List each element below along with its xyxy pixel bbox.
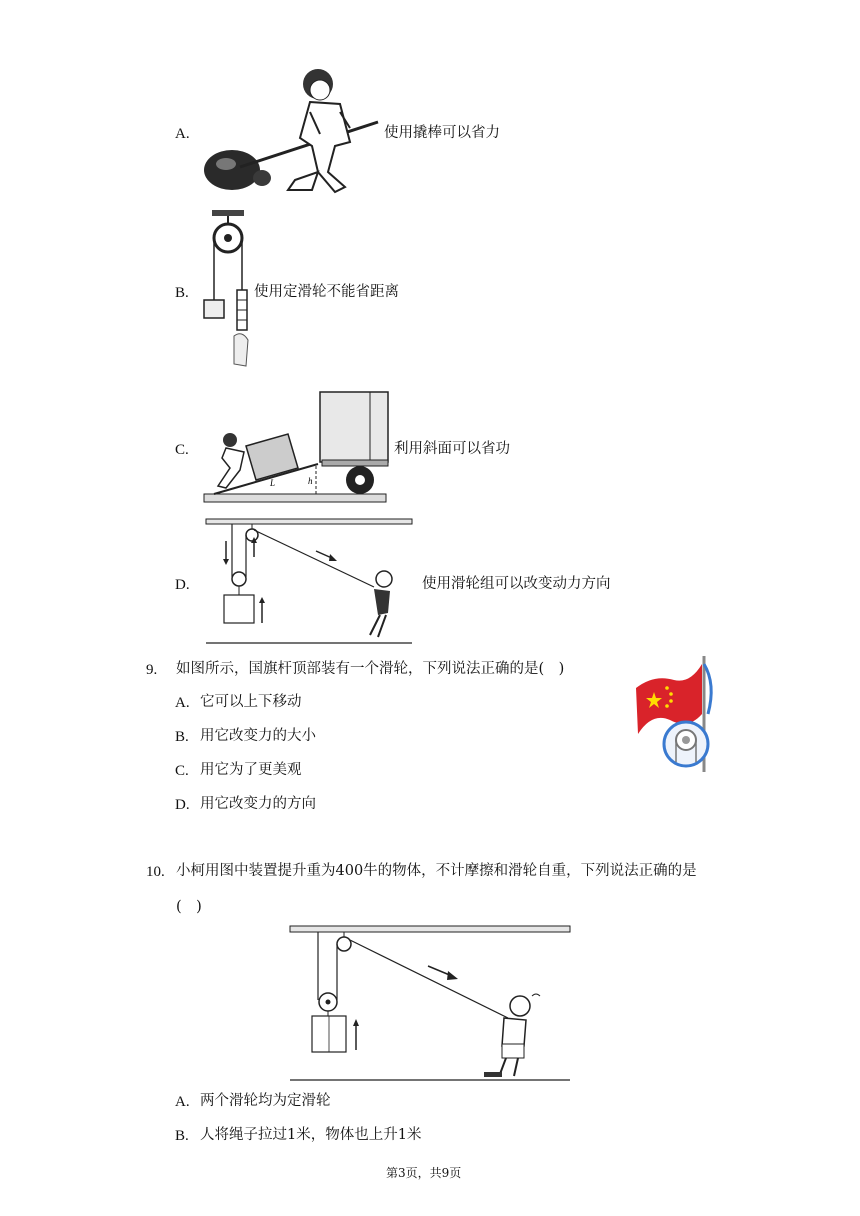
option-text: 它可以上下移动 bbox=[200, 694, 302, 710]
option-text: 人将绳子拉过1米，物体也上升1米 bbox=[200, 1127, 422, 1143]
question-number: 10. bbox=[146, 864, 165, 880]
flagpole-pulley-figure bbox=[634, 654, 720, 774]
option-text: 用它为了更美观 bbox=[200, 762, 302, 778]
option-letter: D. bbox=[175, 577, 190, 593]
page-footer: 第3页，共9页 bbox=[386, 1166, 462, 1180]
incline-figure bbox=[200, 388, 390, 508]
option-letter: A. bbox=[175, 126, 190, 142]
option-text: 使用滑轮组可以改变动力方向 bbox=[422, 576, 611, 592]
option-letter: A. bbox=[175, 1094, 190, 1110]
option-letter: B. bbox=[175, 285, 189, 301]
option-letter: B. bbox=[175, 1128, 189, 1144]
option-letter: C. bbox=[175, 763, 189, 779]
height-label: h bbox=[308, 476, 313, 486]
lever-figure bbox=[200, 62, 380, 197]
option-letter: B. bbox=[175, 729, 189, 745]
option-letter: C. bbox=[175, 442, 189, 458]
option-text: 两个滑轮均为定滑轮 bbox=[200, 1093, 331, 1109]
pulley-group-figure bbox=[204, 517, 416, 647]
option-text: 使用定滑轮不能省距离 bbox=[254, 284, 399, 300]
answer-paren: ( ) bbox=[176, 899, 202, 915]
question-stem: 如图所示，国旗杆顶部装有一个滑轮，下列说法正确的是( ) bbox=[176, 661, 565, 677]
option-letter: D. bbox=[175, 797, 190, 813]
option-text: 用它改变力的方向 bbox=[200, 796, 316, 812]
length-label: L bbox=[270, 478, 276, 488]
option-letter: A. bbox=[175, 695, 190, 711]
option-text: 用它改变力的大小 bbox=[200, 728, 316, 744]
question-stem: 小柯用图中装置提升重为400牛的物体，不计摩擦和滑轮自重，下列说法正确的是 bbox=[176, 863, 697, 879]
question-number: 9. bbox=[146, 662, 158, 678]
option-text: 利用斜面可以省功 bbox=[394, 441, 510, 457]
option-text: 使用撬棒可以省力 bbox=[384, 125, 500, 141]
pulley-system-figure bbox=[288, 922, 572, 1084]
fixed-pulley-figure bbox=[200, 208, 260, 370]
